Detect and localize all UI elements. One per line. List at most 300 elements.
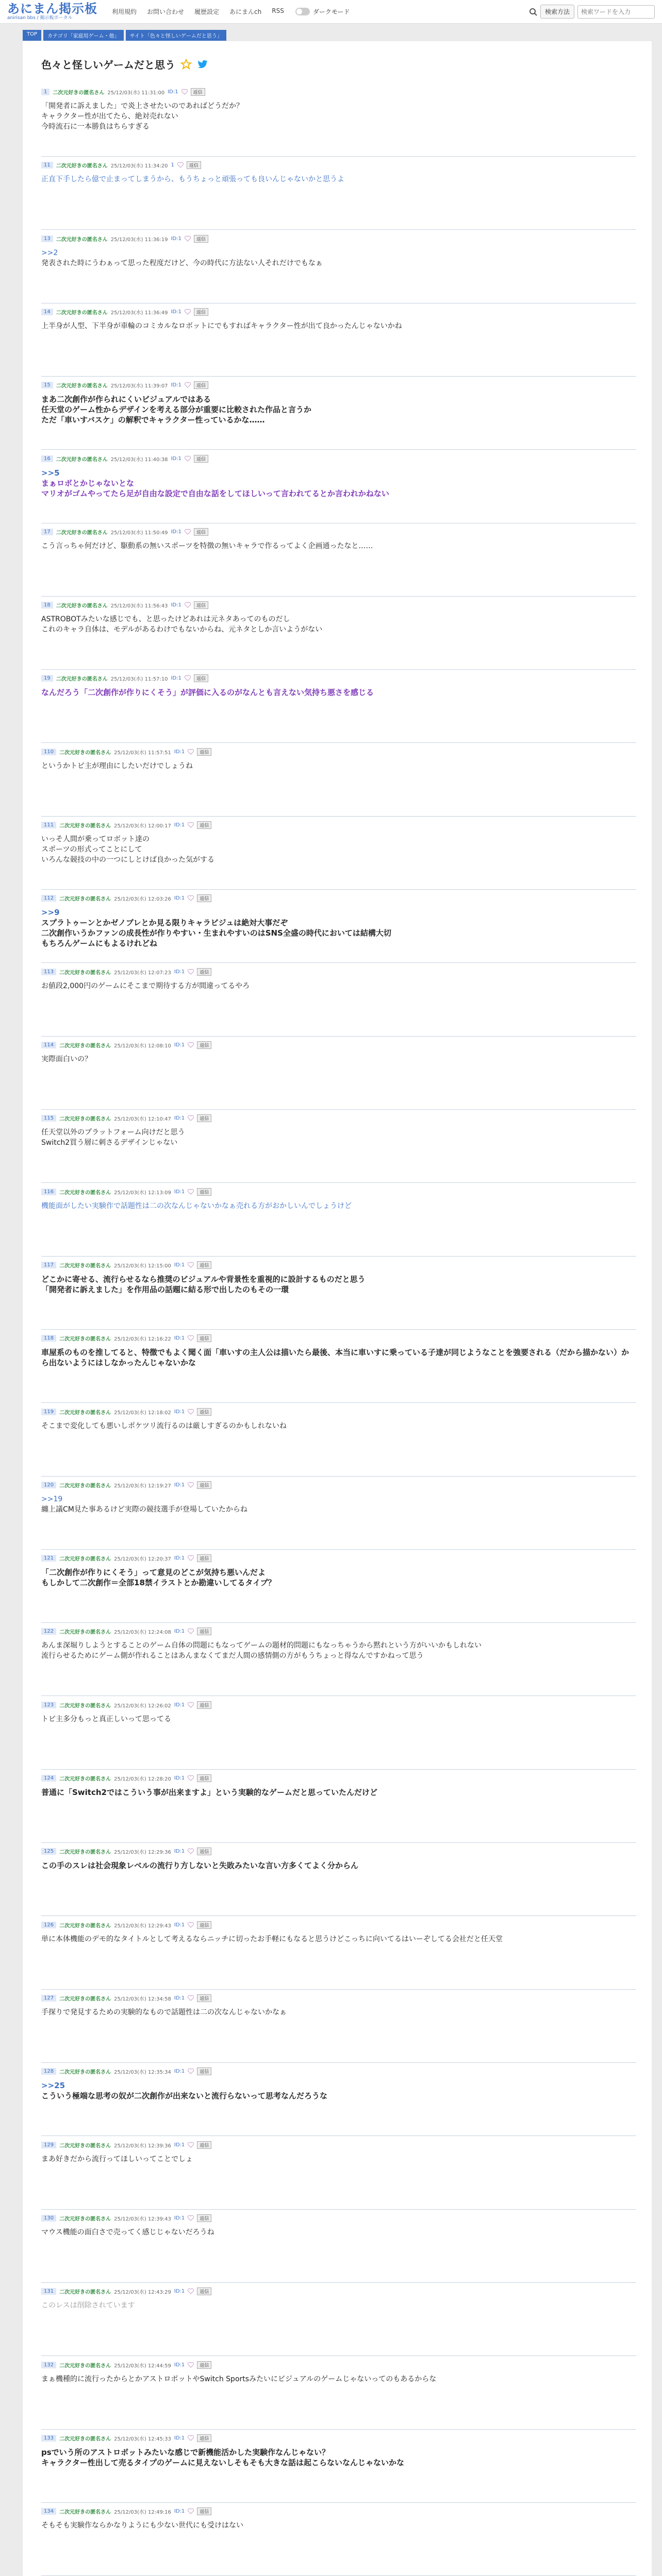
post-number[interactable]: 122 (41, 1628, 56, 1635)
post-number[interactable]: 115 (41, 1115, 56, 1122)
post-header (41, 601, 636, 609)
post-author: 二次元好きの匿名さん (56, 383, 108, 389)
post-line: ASTROBOTみたいな感じでも、と思ったけどあれは元ネタあってのものだし (41, 615, 290, 623)
post-number[interactable]: 16 (41, 455, 53, 462)
like-heart-icon[interactable] (185, 309, 191, 315)
post-line: 流行らせるためにゲーム側が作れることはあんまなくてまだ人間の感情側の方がもうちょっと得なんですかねって思う (41, 1652, 424, 1660)
post-body (41, 174, 636, 184)
like-heart-icon[interactable] (188, 1189, 194, 1195)
reply-button[interactable]: 返信 (197, 1774, 211, 1782)
post-number[interactable]: 130 (41, 2215, 56, 2222)
post-author: 二次元好きの匿名さん (59, 2216, 111, 2222)
like-heart-icon[interactable] (188, 1115, 194, 1121)
reply-button[interactable]: 返信 (197, 1848, 211, 1855)
post-author: 二次元好きの匿名さん (59, 2069, 111, 2075)
reply-button[interactable]: 返信 (197, 1701, 211, 1709)
post-body (41, 2080, 636, 2101)
post-id[interactable]: ID:1 (174, 1995, 185, 2001)
post-header (41, 2067, 636, 2075)
dark-mode-toggle[interactable] (295, 7, 350, 16)
reply-button[interactable]: 返信 (191, 88, 205, 96)
post-date: 25/12/03(水) 12:49:16 (114, 2509, 171, 2515)
reply-button[interactable]: 返信 (197, 748, 211, 756)
post-number[interactable]: 127 (41, 1995, 56, 2002)
site-header (0, 0, 662, 24)
like-heart-icon[interactable] (188, 1042, 194, 1048)
reply-button[interactable]: 返信 (197, 1334, 211, 1342)
post-id[interactable]: ID:1 (174, 1262, 185, 1268)
post-id[interactable]: ID:1 (174, 822, 185, 828)
nav-terms[interactable]: 利用規約 (112, 8, 137, 15)
post-id[interactable]: 1 (171, 162, 174, 168)
post-body (41, 248, 636, 268)
post-line: 発表された時にうわぁって思った程度だけど、今の時代に方法ない人それだけでもなぁ (41, 259, 323, 267)
post (41, 1334, 636, 1403)
post-id[interactable]: ID:1 (174, 1115, 185, 1121)
post-author: 二次元好きの匿名さん (59, 823, 111, 829)
reply-button[interactable]: 返信 (194, 381, 208, 389)
post-number[interactable]: 13 (41, 235, 53, 242)
title-row (23, 41, 652, 82)
post-body (41, 1787, 636, 1798)
post-author: 二次元好きの匿名さん (59, 1996, 111, 2002)
post-body (41, 468, 636, 499)
crumb-thread[interactable]: サイト「色々と怪しいゲームだと思う」 (126, 30, 226, 41)
post-id[interactable]: ID:1 (174, 895, 185, 901)
post-number[interactable]: 133 (41, 2435, 56, 2442)
post-author: 二次元好きの匿名さん (59, 2289, 111, 2295)
post-id[interactable]: ID:1 (171, 455, 181, 462)
like-heart-icon[interactable] (185, 382, 191, 388)
reply-button[interactable]: 返信 (197, 2434, 211, 2442)
post-anchor-link[interactable]: >>2 (41, 249, 58, 257)
post-number[interactable]: 126 (41, 1922, 56, 1928)
like-heart-icon[interactable] (188, 1555, 194, 1561)
post (41, 454, 636, 523)
post-line: スプラトゥーンとかゼノブレとか見る限りキャラビジュは絶対大事だぞ (41, 918, 288, 927)
post-body (41, 2374, 636, 2384)
reply-button[interactable]: 返信 (197, 2067, 211, 2075)
reply-button[interactable]: 返信 (197, 2507, 211, 2515)
like-heart-icon[interactable] (181, 89, 188, 95)
post-id[interactable]: ID:1 (171, 529, 181, 535)
post-header (41, 2507, 636, 2515)
post-date: 25/12/03(水) 12:10:47 (114, 1116, 171, 1122)
post (41, 1994, 636, 2063)
post-anchor-link[interactable]: >>9 (41, 908, 60, 917)
favorite-star-icon[interactable] (180, 59, 192, 70)
post-line: いろんな競技の中の一つにしとけば良かった気がする (41, 856, 214, 864)
logo-sub: anirisan bbs / 掲示板ポータル (7, 15, 73, 21)
post-body (41, 907, 636, 948)
post (41, 2067, 636, 2136)
post-number[interactable]: 19 (41, 675, 53, 682)
post-date: 25/12/03(水) 12:13:09 (114, 1190, 171, 1196)
post (41, 234, 636, 303)
post-body (41, 394, 636, 425)
crumb-top[interactable]: TOP (23, 30, 41, 41)
like-heart-icon[interactable] (188, 2068, 194, 2074)
reply-button[interactable]: 返信 (197, 1628, 211, 1635)
post-line: マリオがゴムやってたら足が自由な設定で自由な話をしてほしいって言われてるとか言われかねない (41, 489, 389, 498)
reply-button[interactable]: 返信 (194, 601, 208, 609)
post-id[interactable]: ID:1 (171, 382, 181, 388)
post-id[interactable]: ID:1 (174, 1409, 185, 1415)
post (41, 1627, 636, 1696)
reply-button[interactable]: 返信 (197, 1554, 211, 1562)
post-number[interactable]: 129 (41, 2142, 56, 2148)
post (41, 1921, 636, 1990)
reply-button[interactable]: 返信 (194, 455, 208, 463)
post-line: 上半身が人型、下半身が車輪のコミカルなロボットにでもすればキャラクター性が出て良かったんじゃないかね (41, 322, 402, 330)
post-author: 二次元好きの匿名さん (59, 2363, 111, 2369)
reply-button[interactable]: 返信 (194, 674, 208, 682)
post (41, 2214, 636, 2283)
post-id[interactable]: ID:1 (168, 89, 178, 95)
post (41, 2141, 636, 2210)
post-body (41, 1421, 636, 1431)
post-id[interactable]: ID:1 (171, 675, 181, 681)
post-number[interactable]: 113 (41, 969, 56, 975)
post-body (41, 1934, 636, 1944)
post-line: なんだろう「二次創作が作りにくそう」が評価に入るのがなんとも言えない気持ち悪さを感じる (41, 688, 374, 697)
post-line: もちろんゲームにもよるけれどね (41, 939, 158, 948)
post-id[interactable]: ID:1 (174, 2068, 185, 2074)
like-heart-icon[interactable] (188, 1702, 194, 1708)
post-id[interactable]: ID:1 (174, 1702, 185, 1708)
post (41, 88, 636, 157)
post-line: まぁ機種的に流行ったからとかアストロボットやSwitch Sportsみたいにビジュアルのゲームじゃないってのもあるからな (41, 2375, 437, 2383)
post-id[interactable]: ID:1 (171, 309, 181, 315)
nav-rss[interactable]: RSS (272, 7, 284, 14)
post-date: 25/12/03(水) 12:35:34 (114, 2069, 171, 2075)
post-line: まあ好きだから流行ってほしいってことでしょ (41, 2155, 193, 2163)
post-body (41, 2447, 636, 2468)
like-heart-icon[interactable] (188, 1922, 194, 1928)
post-header (41, 1188, 636, 1196)
post-body (41, 2007, 636, 2018)
post-date: 25/12/03(水) 11:36:19 (110, 236, 168, 243)
post-number[interactable]: 114 (41, 1042, 56, 1048)
post (41, 381, 636, 450)
nav-animanch[interactable]: あにまんch (229, 8, 262, 15)
like-heart-icon[interactable] (188, 1775, 194, 1781)
post-anchor-link[interactable]: >>19 (41, 1495, 63, 1503)
post-id[interactable]: ID:1 (174, 749, 185, 755)
search-method-select[interactable]: 検索方法 (540, 5, 574, 19)
post-anchor-link[interactable]: >>5 (41, 468, 60, 478)
post-number[interactable]: 120 (41, 1482, 56, 1488)
post-body (41, 1201, 636, 1211)
post-number[interactable]: 14 (41, 309, 53, 315)
post-author: 二次元好きの匿名さん (59, 1703, 111, 1709)
like-heart-icon[interactable] (188, 2215, 194, 2221)
reply-button[interactable]: 返信 (197, 894, 211, 902)
post (41, 1774, 636, 1843)
breadcrumb (23, 30, 226, 41)
post-body (41, 101, 636, 132)
post-number[interactable]: 134 (41, 2508, 56, 2515)
post-date: 25/12/03(水) 11:36:49 (110, 310, 168, 316)
post-line: 機能面がしたい実験作で話題性は二の次なんじゃないかなぁ売れる方がおかしいんでしょうけど (41, 1202, 352, 1210)
reply-button[interactable]: 返信 (197, 2214, 211, 2222)
like-heart-icon[interactable] (185, 455, 191, 462)
post-header (41, 1994, 636, 2002)
post-number[interactable]: 118 (41, 1335, 56, 1342)
post-number[interactable]: 1 (41, 89, 49, 95)
post-number[interactable]: 125 (41, 1848, 56, 1855)
reply-button[interactable]: 返信 (197, 821, 211, 829)
post (41, 1114, 636, 1183)
post-id[interactable]: ID:1 (171, 235, 181, 242)
post-number[interactable]: 110 (41, 749, 56, 755)
post-line: これのキャラ自体は、モデルがあるわけでもないからね、元ネタとしか言いようがない (41, 625, 323, 634)
like-heart-icon[interactable] (185, 529, 191, 535)
post-number[interactable]: 18 (41, 602, 53, 608)
post-body (41, 2520, 636, 2531)
post-id[interactable]: ID:1 (174, 1555, 185, 1561)
post-date: 25/12/03(水) 12:19:27 (114, 1483, 171, 1489)
post-line: 実際面白いの？ (41, 1055, 92, 1063)
post-body (41, 981, 636, 991)
like-heart-icon[interactable] (185, 602, 191, 608)
post (41, 1554, 636, 1623)
post-id[interactable]: ID:1 (174, 2435, 185, 2441)
like-heart-icon[interactable] (188, 2288, 194, 2294)
post-header (41, 161, 636, 169)
post (41, 161, 636, 230)
post-author: 二次元好きの匿名さん (59, 970, 111, 976)
post-line: トピ主多分もっと真正しいって思ってる (41, 1715, 171, 1723)
post (41, 1408, 636, 1477)
crumb-category[interactable]: カテゴリ「家庭用ゲーム・他」 (43, 30, 124, 41)
like-heart-icon[interactable] (188, 2435, 194, 2441)
post-line: そもそも実験作ならかなりようにも少ない世代にも受けはない (41, 2521, 243, 2530)
reply-button[interactable]: 返信 (197, 2361, 211, 2369)
post-date: 25/12/03(水) 11:56:43 (110, 603, 168, 609)
post-author: 二次元好きの匿名さん (59, 1190, 111, 1196)
post-line: スポーツの形式ってことにして (41, 845, 142, 854)
post-body (41, 541, 636, 551)
post-number[interactable]: 116 (41, 1189, 56, 1195)
post-number[interactable]: 15 (41, 382, 53, 388)
post (41, 2507, 636, 2576)
post-number[interactable]: 117 (41, 1262, 56, 1268)
post-author: 二次元好きの匿名さん (59, 1043, 111, 1049)
post-id[interactable]: ID:1 (174, 1335, 185, 1341)
post-header (41, 234, 636, 243)
post-id[interactable]: ID:1 (174, 2215, 185, 2221)
site-logo[interactable] (7, 3, 97, 21)
post-id[interactable]: ID:1 (174, 1189, 185, 1195)
like-heart-icon[interactable] (188, 1409, 194, 1415)
post-line: 「開発者に訴えました」で炎上させたいのであればどうだか？ (41, 102, 243, 110)
like-heart-icon[interactable] (188, 1335, 194, 1341)
post-id[interactable]: ID:1 (174, 1922, 185, 1928)
reply-button[interactable]: 返信 (197, 2287, 211, 2295)
post-number[interactable]: 124 (41, 1775, 56, 1782)
like-heart-icon[interactable] (188, 1262, 194, 1268)
like-heart-icon[interactable] (188, 1848, 194, 1854)
nav-contact[interactable]: お問い合わせ (147, 8, 185, 15)
post-line: 任天堂以外のプラットフォーム向けだと思う (41, 1128, 185, 1137)
post-author: 二次元好きの匿名さん (59, 2143, 111, 2149)
post-date: 25/12/03(水) 12:45:33 (114, 2436, 171, 2442)
nav-history[interactable]: 履歴設定 (194, 8, 220, 15)
post-date: 25/12/03(水) 12:07:23 (114, 970, 171, 976)
post-line: 「開発者に訴えました」を作用品の話題に結る形で出したのもその一環 (41, 1285, 289, 1294)
logo-main: あにまん掲示板 (7, 2, 97, 16)
search-input[interactable] (577, 5, 655, 19)
post-author: 二次元好きの匿名さん (56, 310, 108, 316)
post-body (41, 321, 636, 331)
post-anchor-link[interactable]: >>25 (41, 2081, 65, 2090)
post-date: 25/12/03(水) 12:29:43 (114, 1923, 171, 1929)
post-author: 二次元好きの匿名さん (59, 1776, 111, 1782)
post-number[interactable]: 128 (41, 2068, 56, 2075)
post-author: 二次元好きの匿名さん (59, 1263, 111, 1269)
post-date: 25/12/03(水) 12:39:36 (114, 2143, 171, 2149)
post-header (41, 308, 636, 316)
post-author: 二次元好きの匿名さん (59, 1336, 111, 1342)
post-author: 二次元好きの匿名さん (56, 236, 108, 243)
post-date: 25/12/03(水) 12:28:20 (114, 1776, 171, 1782)
post-author: 二次元好きの匿名さん (59, 2436, 111, 2442)
reply-button[interactable]: 返信 (197, 1994, 211, 2002)
post-line: 二次創作いうかファンの成長性が作りやすい・生まれやすいのはSNS全盛の時代においては結構大切 (41, 928, 391, 938)
post-line: 今時流石に一本勝負はちらすぎる (41, 123, 150, 131)
like-heart-icon[interactable] (188, 969, 194, 975)
post-date: 25/12/03(水) 12:26:02 (114, 1703, 171, 1709)
reply-button[interactable]: 返信 (197, 1408, 211, 1416)
post-id[interactable]: ID:1 (174, 1775, 185, 1781)
post-number[interactable]: 132 (41, 2362, 56, 2368)
post-id[interactable]: ID:1 (174, 2288, 185, 2294)
reply-button[interactable]: 返信 (194, 235, 208, 243)
post-date: 25/12/03(水) 12:39:43 (114, 2216, 171, 2222)
reply-button[interactable]: 返信 (197, 1114, 211, 1122)
post-line: 単に本体機能のデモ的なタイトルとして考えるならニッチに切ったお手軽にもなると思うけどこっちに向いてるはいーぞしてる会社だと任天堂 (41, 1935, 503, 1943)
reply-button[interactable]: 返信 (194, 528, 208, 536)
page-title: 色々と怪しいゲームだと思う (41, 59, 175, 71)
reply-button[interactable]: 返信 (197, 1041, 211, 1049)
post-id[interactable]: ID:1 (174, 2362, 185, 2368)
post-line: マウス機能の面白さで売ってく感じじゃないだろうね (41, 2228, 214, 2236)
reply-button[interactable]: 返信 (197, 1481, 211, 1489)
reply-button[interactable]: 返信 (197, 968, 211, 976)
post (41, 894, 636, 963)
like-heart-icon[interactable] (177, 162, 184, 168)
reply-button[interactable]: 返信 (197, 2141, 211, 2149)
post-author: 二次元好きの匿名さん (56, 676, 108, 682)
post-number[interactable]: 121 (41, 1555, 56, 1562)
post-line: こういう極端な思考の奴が二次創作が出来ないと流行らないって思考なんだろうな (41, 2091, 328, 2100)
post-body (41, 1347, 636, 1368)
reply-button[interactable]: 返信 (197, 1921, 211, 1929)
like-heart-icon[interactable] (185, 235, 191, 242)
post-date: 25/12/03(水) 12:15:00 (114, 1263, 171, 1269)
post-id[interactable]: ID:1 (174, 969, 185, 975)
post-header (41, 2214, 636, 2222)
toggle-switch[interactable] (295, 8, 310, 15)
post-number[interactable]: 111 (41, 822, 56, 828)
post-author: 二次元好きの匿名さん (59, 2509, 111, 2515)
post-author: 二次元好きの匿名さん (53, 90, 105, 96)
post-number[interactable]: 119 (41, 1409, 56, 1415)
post-date: 25/12/03(水) 12:08:10 (114, 1043, 171, 1049)
post-number[interactable]: 17 (41, 529, 53, 535)
search-icon (529, 8, 537, 16)
post-date: 25/12/03(水) 12:18:02 (114, 1410, 171, 1416)
post-body (41, 834, 636, 865)
post-line: キャラクター性出して売るタイプのゲームに見えないしそもそも大きな話は起こらないなんじゃないかな (41, 2458, 404, 2467)
like-heart-icon[interactable] (188, 749, 194, 755)
post-number[interactable]: 123 (41, 1702, 56, 1708)
like-heart-icon[interactable] (188, 2362, 194, 2368)
like-heart-icon[interactable] (185, 675, 191, 681)
like-heart-icon[interactable] (188, 822, 194, 828)
dark-mode-label: ダークモード (312, 8, 350, 15)
post-line: 普通に「Switch2ではこういう事が出来ますよ」という実験的なゲームだと思っていたんだけど (41, 1788, 377, 1797)
post-header (41, 1921, 636, 1929)
like-heart-icon[interactable] (188, 895, 194, 901)
post-id[interactable]: ID:1 (174, 1848, 185, 1854)
post (41, 1261, 636, 1330)
reply-button[interactable]: 返信 (197, 1261, 211, 1269)
search-bar (529, 5, 655, 19)
post (41, 2361, 636, 2430)
post-id[interactable]: ID:1 (174, 2142, 185, 2148)
post-header (41, 1774, 636, 1782)
like-heart-icon[interactable] (188, 1482, 194, 1488)
post (41, 308, 636, 377)
reply-button[interactable]: 返信 (187, 161, 201, 169)
post (41, 1188, 636, 1257)
post-date: 25/12/03(水) 12:43:29 (114, 2289, 171, 2295)
post-number[interactable]: 11 (41, 162, 53, 168)
post (41, 821, 636, 890)
post-line: Switch2買う層に刺さるデザインじゃない (41, 1139, 178, 1147)
post-date: 25/12/03(水) 11:34:20 (110, 163, 168, 169)
post-number[interactable]: 112 (41, 895, 56, 902)
post-id[interactable]: ID:1 (174, 2508, 185, 2514)
post-id[interactable]: ID:1 (174, 1042, 185, 1048)
like-heart-icon[interactable] (188, 1995, 194, 2001)
post-line: こう言っちゃ何だけど、駆動系の無いスポーツを特徴の無いキャラで作るってよく企画通ったなと…… (41, 542, 373, 550)
like-heart-icon[interactable] (188, 2508, 194, 2514)
post (41, 1701, 636, 1770)
reply-button[interactable]: 返信 (194, 308, 208, 316)
post (41, 748, 636, 817)
post-number[interactable]: 131 (41, 2288, 56, 2295)
post (41, 1847, 636, 1916)
post-body (41, 1860, 636, 1871)
twitter-share-icon[interactable] (197, 59, 208, 70)
post-author: 二次元好きの匿名さん (59, 1483, 111, 1489)
post-line: まあ二次創作が作られにくいビジュアルではある (41, 395, 211, 404)
post-body (41, 1494, 636, 1515)
post-id[interactable]: ID:1 (174, 1482, 185, 1488)
reply-button[interactable]: 返信 (197, 1188, 211, 1196)
post-id[interactable]: ID:1 (171, 602, 181, 608)
post-date: 25/12/03(水) 12:29:36 (114, 1849, 171, 1855)
post-id[interactable]: ID:1 (174, 1628, 185, 1634)
post-line: 車屋系のものを推してると、特徴でもよく聞く面「車いすの主人公は描いたら最後、本当に車いすに乗っている子達が同じようなことを強要される（だから描かない）から出ないようにはしなかったんじゃないかな (41, 1348, 630, 1367)
post-body (41, 1054, 636, 1064)
like-heart-icon[interactable] (188, 1628, 194, 1634)
like-heart-icon[interactable] (188, 2142, 194, 2148)
post-author: 二次元好きの匿名さん (59, 750, 111, 756)
